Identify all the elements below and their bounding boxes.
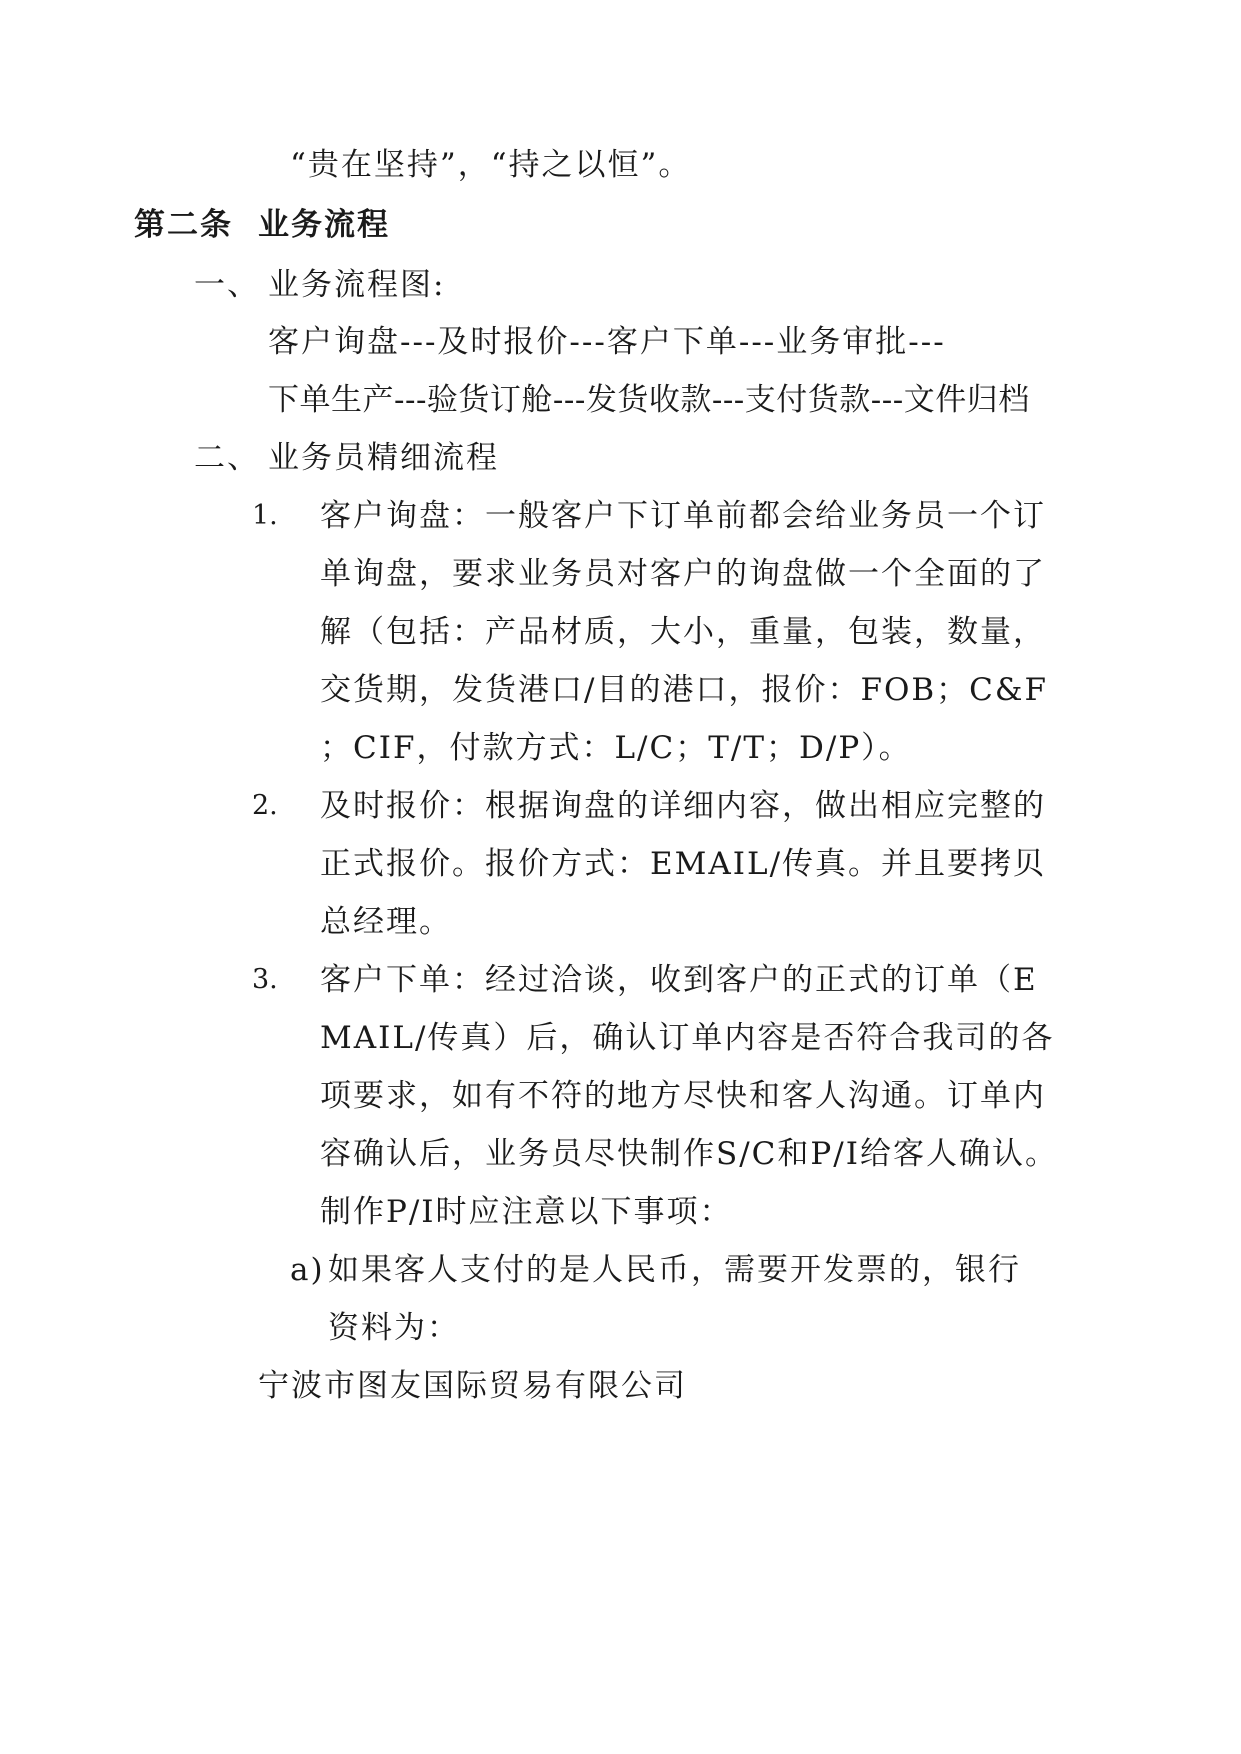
continuation-line: “贵在坚持”，“持之以恒”。: [290, 147, 692, 183]
item1-line: 客户询盘：一般客户下订单前都会给业务员一个订: [320, 498, 1046, 534]
section1-marker: 一、: [194, 267, 260, 303]
article-title: 业务流程: [258, 207, 390, 243]
item2-line: 正式报价。报价方式：EMAIL/传真。并且要拷贝: [320, 846, 1047, 882]
section2-marker: 二、: [194, 440, 260, 476]
item1-line: 单询盘，要求业务员对客户的询盘做一个全面的了: [320, 556, 1046, 592]
sub-item-line: 如果客人支付的是人民币，需要开发票的，银行: [328, 1252, 1021, 1288]
item-number: 1.: [252, 500, 278, 531]
item-number: 3.: [252, 964, 278, 995]
company-name: 宁波市图友国际贸易有限公司: [258, 1368, 687, 1404]
item3-line: 容确认后，业务员尽快制作S/C和P/I给客人确认。: [320, 1136, 1058, 1172]
item3-line: 客户下单：经过洽谈，收到客户的正式的订单（E: [320, 962, 1038, 998]
section2-heading: 业务员精细流程: [268, 440, 499, 476]
item-number: 2.: [252, 790, 278, 821]
flow-line-2: 下单生产---验货订舱---发货收款---支付货款---文件归档: [268, 382, 1030, 418]
sub-item-marker: a): [290, 1252, 325, 1288]
item1-line: 解（包括：产品材质，大小，重量，包装，数量，: [320, 614, 1046, 650]
item2-line: 总经理。: [320, 904, 452, 940]
item2-line: 及时报价：根据询盘的详细内容，做出相应完整的: [320, 788, 1046, 824]
item3-line: 制作P/I时应注意以下事项：: [320, 1194, 733, 1230]
section1-heading: 业务流程图:: [268, 267, 446, 303]
article-number: 第二条: [134, 207, 233, 243]
flow-line-1: 客户询盘---及时报价---客户下单---业务审批---: [268, 324, 946, 360]
item3-line: 项要求，如有不符的地方尽快和客人沟通。订单内: [320, 1078, 1046, 1114]
sub-item-line: 资料为：: [328, 1310, 460, 1346]
item1-line: ；CIF，付款方式：L/C；T/T；D/P）。: [320, 730, 912, 766]
item3-line: MAIL/传真）后，确认订单内容是否符合我司的各: [320, 1020, 1055, 1056]
item1-line: 交货期，发货港口/目的港口，报价：FOB；C&F: [320, 672, 1048, 708]
